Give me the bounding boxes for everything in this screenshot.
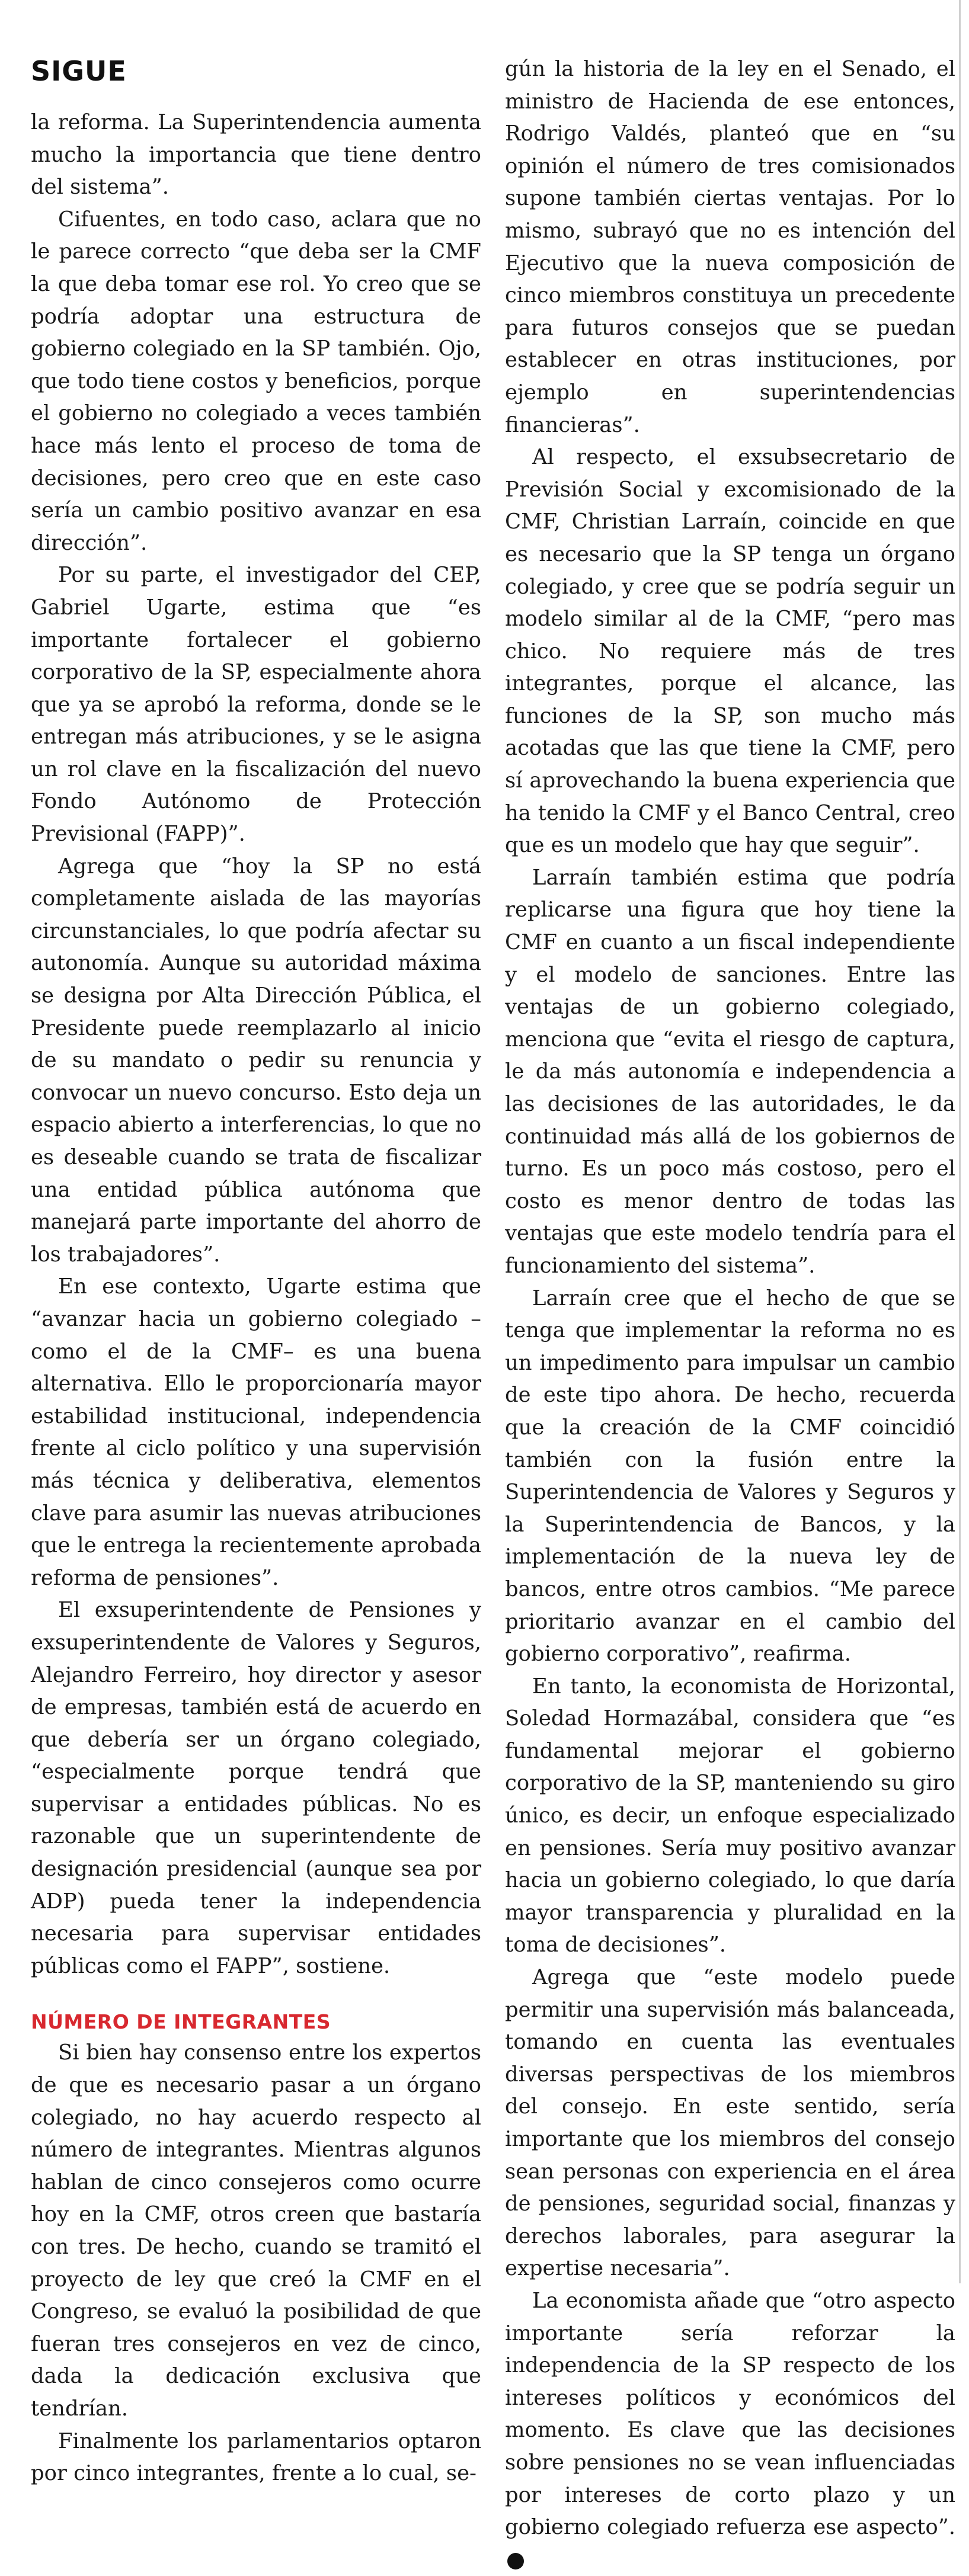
paragraph: En tanto, la economista de Horizontal, Soledad Hormazábal, considera que “es fundamental mejorar el gobierno corporativo de la SP, manteniendo su giro único, es decir, un enfoque especializado en pensiones. Sería muy positivo avanzar hacia un gobierno colegiado, lo que daría mayor transparencia y pluralidad en la toma de decisiones”. [505,1674,955,1957]
paragraph: Larraín cree que el hecho de que se tenga que implementar la reforma no es un impedimento para impulsar un cambio de este tipo ahora. De hecho, recuerda que la creación de la CMF coincidió también con la fusión entre la Superintendencia de Valores y Seguros y la Superintendencia de Bancos, y la implementación de la nueva ley de bancos, entre otros cambios. “Me parece prioritario avanzar en el cambio del gobierno corporativo”, reafirma. [505,1286,955,1667]
right-column [505,53,955,2576]
paragraph: Si bien hay consenso entre los expertos de que es necesario pasar a un órgano colegiado, no hay acuerdo respecto al número de integrantes. Mientras algunos hablan de cinco consejeros como ocurre hoy en la CMF, otros creen que bastaría con tres. De hecho, cuando se tramitó el proyecto de ley que creó la CMF en el Congreso, se evaluó la posibilidad de que fueran tres consejeros en vez de cinco, dada la dedicación exclusiva que tendrían. [31,2040,481,2421]
paragraph-final [505,2285,955,2576]
paragraph: Agrega que “hoy la SP no está completamente aislada de las mayorías circunstanciales, lo que podría afectar su autonomía. Aunque su autoridad máxima se designa por Alta Dirección Pública, el Presidente puede reemplazarlo al inicio de su mandato o pedir su renuncia y convocar un nuevo concurso. Esto deja un espacio abierto a interferencias, lo que no es deseable cuando se trata de fiscalizar una entidad pública autónoma que manejará parte importante del ahorro de los trabajadores”. [31,854,481,1267]
paragraph: Larraín también estima que podría replicarse una figura que hoy tiene la CMF en cuanto a un fiscal independiente y el modelo de sanciones. Entre las ventajas de un gobierno colegiado, menciona que “evita el riesgo de captura, le da más autonomía e independencia a las decisiones de las autoridades, le da continuidad más allá de los gobiernos de turno. Es un poco más costoso, pero el costo es menor dentro de todas las ventajas que este modelo tendría para el funcionamiento del sistema”. [505,865,955,1278]
left-column [31,107,481,2490]
paragraph: Al respecto, el exsubsecretario de Previsión Social y excomisionado de la CMF, Christian Larraín, coincide en que es necesario que la SP tenga un órgano colegiado, y cree que se podría seguir un modelo similar al de la CMF, “pero mas chico. No requiere más de tres integrantes, porque el alcance, las funciones de la SP, son mucho más acotadas que las que tiene la CMF, pero sí aprovechando la buena experiencia que ha tenido la CMF y el Banco Central, creo que es un modelo que hay que seguir”. [505,445,955,858]
paragraph: la reforma. La Superintendencia aumenta mucho la importancia que tiene dentro del sistema”. [31,110,481,200]
section-kicker: SIGUE [31,55,127,87]
paragraph: Cifuentes, en todo caso, aclara que no le parece correcto “que deba ser la CMF la que deba tomar ese rol. Yo creo que se podría adoptar una estructura de gobierno colegiado en la SP también. Ojo, que todo tiene costos y beneficios, porque el gobierno no colegiado a veces también hace más lento el proceso de toma de decisiones, pero creo que en este caso sería un cambio positivo avanzar en esa dirección”. [31,207,481,555]
paragraph: gún la historia de la ley en el Senado, el ministro de Hacienda de ese entonces, Rodrigo Valdés, planteó que en “su opinión el número de tres comisionados supone también ciertas ventajas. Por lo mismo, subrayó que no es intención del Ejecutivo que la nueva composición de cinco miembros constituya un precedente para futuros consejos que se puedan establecer en otras instituciones, por ejemplo en superintendencias financieras”. [505,57,955,437]
paragraph: Agrega que “este modelo puede permitir una supervisión más balanceada, tomando en cuenta las eventuales diversas perspectivas de los miembros del consejo. En este sentido, sería importante que los miembros del consejo sean personas con experiencia en el área de pensiones, seguridad social, finanzas y derechos laborales, para asegurar la expertise necesaria”. [505,1965,955,2281]
paragraph: Por su parte, el investigador del CEP, Gabriel Ugarte, estima que “es importante fortalecer el gobierno corporativo de la SP, especialmente ahora que ya se aprobó la reforma, donde se le entregan más atribuciones, y se le asigna un rol clave en la fiscalización del nuevo Fondo Autónomo de Protección Previsional (FAPP)”. [31,563,481,847]
end-of-article-icon: P [507,2553,524,2569]
column-rule [959,0,961,2283]
paragraph: En ese contexto, Ugarte estima que “avanzar hacia un gobierno colegiado –como el de la CMF– es una buena alternativa. Ello le proporcionaría mayor estabilidad institucional, independencia frente al ciclo político y una supervisión más técnica y deliberativa, elementos clave para asumir las nuevas atribuciones que le entrega la recientemente aprobada reforma de pensiones”. [31,1274,481,1590]
paragraph: Finalmente los parlamentarios optaron por cinco integrantes, frente a lo cual, se- [31,2428,481,2486]
paragraph: El exsuperintendente de Pensiones y exsuperintendente de Valores y Seguros, Alejandro Ferreiro, hoy director y asesor de empresas, también está de acuerdo en que debería ser un órgano colegiado, “especialmente porque tendrá que supervisar a entidades públicas. No es razonable que un superintendente de designación presidencial (aunque sea por ADP) pueda tener la independencia necesaria para supervisar entidades públicas como el FAPP”, sostiene. [31,1598,481,1978]
paragraph-final-text: La economista añade que “otro aspecto importante sería reforzar la independencia de la SP respecto de los intereses políticos y económicos del momento. Es clave que las decisiones sobre pensiones no se vean influenciadas por intereses de corto plazo y un gobierno colegiado refuerza ese aspecto”. [505,2288,955,2540]
subheading: NÚMERO DE INTEGRANTES [31,2010,331,2034]
